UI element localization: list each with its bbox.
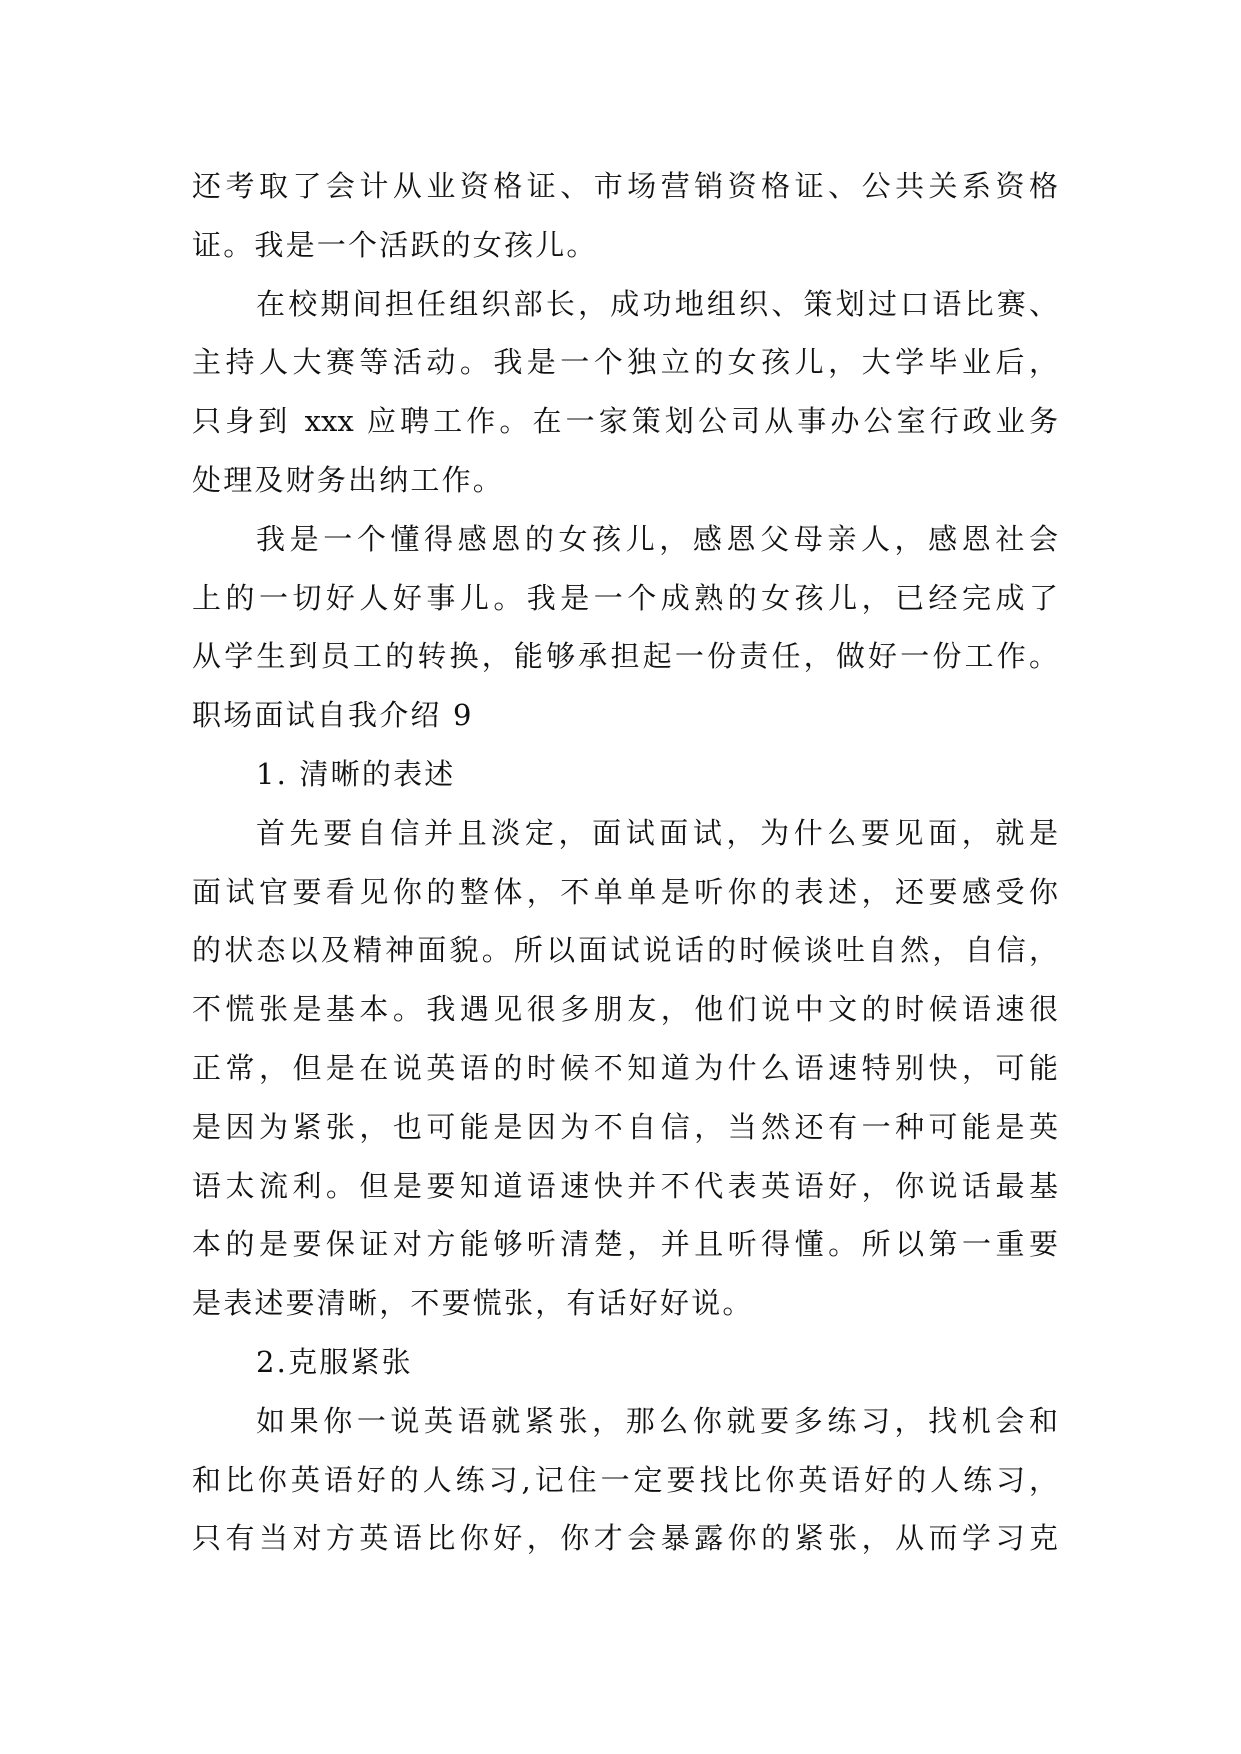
text-line: 证。我是一个活跃的女孩儿。 — [192, 227, 598, 262]
text-line: 首先要自信并且淡定，面试面试，为什么要见面，就是 — [256, 815, 1058, 850]
text-line: 本的是要保证对方能够听清楚，并且听得懂。所以第一重要 — [192, 1227, 1058, 1262]
text-line: 语太流利。但是要知道语速快并不代表英语好，你说话最基 — [192, 1168, 1058, 1203]
text-line: 和比你英语好的人练习,记住一定要找比你英语好的人练习， — [192, 1462, 1058, 1497]
text-line: 的状态以及精神面貌。所以面试说话的时候谈吐自然，自信， — [192, 933, 1058, 968]
text-line: 不慌张是基本。我遇见很多朋友，他们说中文的时候语速很 — [192, 992, 1058, 1027]
text-line: 职场面试自我介绍 9 — [192, 698, 474, 733]
text-line: 在校期间担任组织部长，成功地组织、策划过口语比赛、 — [256, 286, 1058, 321]
text-line: 只身到 xxx 应聘工作。在一家策划公司从事办公室行政业务 — [192, 404, 1058, 439]
text-line: 面试官要看见你的整体，不单单是听你的表述，还要感受你 — [192, 874, 1058, 909]
text-line: 是表述要清晰，不要慌张，有话好好说。 — [192, 1286, 754, 1321]
text-line: 是因为紧张，也可能是因为不自信，当然还有一种可能是英 — [192, 1109, 1058, 1144]
text-line: 只有当对方英语比你好，你才会暴露你的紧张，从而学习克 — [192, 1521, 1058, 1556]
text-line: 主持人大赛等活动。我是一个独立的女孩儿，大学毕业后， — [192, 345, 1058, 380]
text-line: 我是一个懂得感恩的女孩儿，感恩父母亲人，感恩社会 — [256, 521, 1058, 556]
text-line: 还考取了会计从业资格证、市场营销资格证、公共关系资格 — [192, 169, 1058, 203]
text-line: 上的一切好人好事儿。我是一个成熟的女孩儿，已经完成了 — [192, 580, 1058, 615]
text-line: 2.克服紧张 — [256, 1344, 413, 1379]
text-line: 处理及财务出纳工作。 — [192, 462, 505, 497]
text-line: 正常，但是在说英语的时候不知道为什么语速特别快，可能 — [192, 1050, 1058, 1085]
text-line: 如果你一说英语就紧张，那么你就要多练习，找机会和 — [256, 1403, 1058, 1438]
document-body — [192, 157, 1058, 1568]
text-line: 从学生到员工的转换，能够承担起一份责任，做好一份工作。 — [192, 639, 1058, 674]
text-line: 1. 清晰的表述 — [256, 756, 456, 791]
